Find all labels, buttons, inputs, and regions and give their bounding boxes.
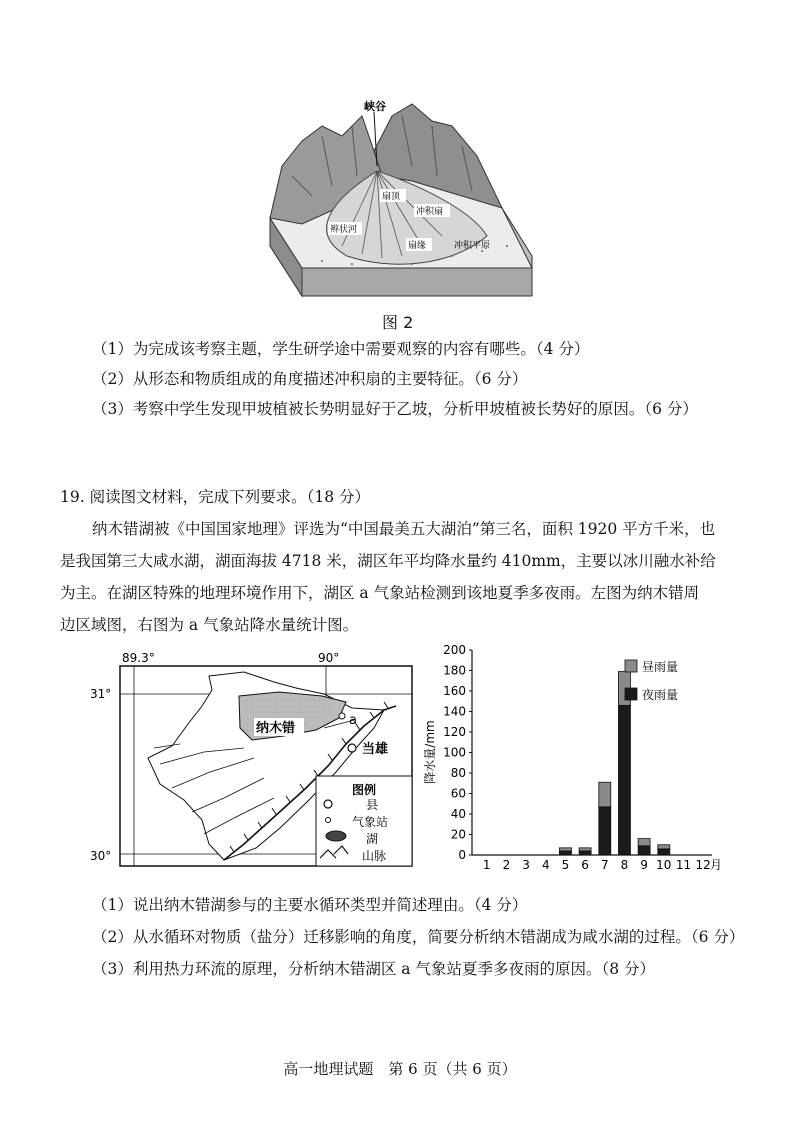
q19-para-line: 纳木错湖被《中国国家地理》评选为“中国最美五大湖泊”第三名，面积 1920 平方千米，也 (92, 520, 716, 538)
y-tick-label: 140 (443, 704, 466, 719)
namtso-region-map (84, 648, 420, 870)
bar-day-rain (658, 845, 670, 849)
x-tick-label: 4 (541, 858, 550, 872)
x-tick-label: 2 (502, 858, 511, 872)
x-tick-label: 12 (695, 858, 711, 872)
x-tick-label: 1 (482, 858, 491, 872)
county-marker (348, 744, 356, 752)
bar-day-rain (579, 848, 591, 851)
y-tick-label: 80 (450, 766, 466, 780)
q18-sub1: （1）为完成该考察主题，学生研学途中需要观察的内容有哪些。（4 分） (92, 340, 590, 358)
lat-label-2: 30° (90, 849, 112, 863)
x-tick-label: 10 (656, 858, 672, 872)
lake-name-label: 纳木错 (256, 721, 296, 736)
x-unit-label: 月 (710, 858, 723, 872)
legend-lake-label: 湖 (366, 832, 379, 846)
x-tick-label: 6 (581, 858, 589, 872)
bar-day-rain (638, 839, 650, 846)
q19-sub2: （2）从水循环对物质（盐分）迁移影响的角度，简要分析纳木错湖成为咸水湖的过程。（6 分） (92, 928, 745, 946)
y-tick-label: 120 (443, 725, 466, 739)
label-alluvial-plain: 冲积平原 (454, 241, 491, 251)
x-tick-label: 8 (620, 858, 629, 872)
label-alluvial-fan: 冲积扇 (416, 207, 444, 217)
legend-night-swatch (625, 688, 637, 700)
legend-night-label: 夜雨量 (642, 688, 679, 702)
x-tick-label: 3 (522, 858, 530, 872)
y-tick-label: 0 (458, 848, 466, 862)
county-label: 当雄 (362, 742, 389, 757)
y-tick-label: 60 (450, 786, 466, 801)
bar-night-rain (658, 849, 670, 855)
legend-station-label: 气象站 (352, 815, 389, 829)
bar-night-rain (618, 705, 630, 855)
page-footer: 高一地理试题 第 6 页（共 6 页） (283, 1060, 517, 1078)
lon-label-1: 89.3° (122, 651, 155, 665)
precipitation-chart (420, 640, 723, 880)
lat-label-1: 31° (90, 687, 112, 701)
legend-county-label: 县 (366, 798, 379, 812)
y-tick-label: 40 (450, 807, 466, 821)
x-tick-label: 5 (561, 858, 570, 872)
alluvial-fan-diagram (262, 96, 542, 306)
y-tick-label: 180 (443, 663, 466, 678)
legend-county-symbol (324, 800, 332, 808)
x-tick-label: 9 (640, 858, 648, 872)
bar-day-rain (599, 782, 611, 807)
q19-para-line: 为主。在湖区特殊的地理环境作用下，湖区 a 气象站检测到该地夏季多夜雨。左图为纳木错周 (60, 584, 700, 602)
legend-day-label: 昼雨量 (642, 660, 679, 674)
legend-lake-symbol (326, 831, 346, 841)
q18-sub2: （2）从形态和物质组成的角度描述冲积扇的主要特征。（6 分） (92, 370, 528, 388)
x-tick-label: 7 (600, 858, 609, 872)
y-tick-label: 200 (443, 643, 466, 657)
q18-sub3: （3）考察中学生发现甲坡植被长势明显好于乙坡，分析甲坡植被长势好的原因。（6 分） (92, 400, 698, 418)
legend-mountain-label: 山脉 (362, 849, 387, 863)
y-tick-label: 20 (450, 827, 466, 842)
legend-station-symbol (326, 818, 331, 823)
label-fan-edge: 扇缘 (408, 241, 427, 251)
y-tick-label: 160 (443, 684, 466, 698)
q19-sub1: （1）说出纳木错湖参与的主要水循环类型并简述理由。（4 分） (92, 896, 528, 914)
station-a-label: a (349, 713, 357, 728)
bar-night-rain (559, 851, 571, 855)
label-canyon: 峡谷 (364, 100, 386, 113)
bar-day-rain (559, 848, 571, 851)
y-axis-label: 降水量/mm (423, 720, 437, 784)
lon-label-2: 90° (318, 651, 340, 665)
bar-night-rain (579, 851, 591, 855)
q19-header: 19. 阅读图文材料，完成下列要求。（18 分） (60, 488, 370, 506)
figure2-caption: 图 2 (382, 313, 414, 332)
bar-night-rain (599, 807, 611, 855)
legend-title: 图例 (352, 783, 377, 797)
bar-night-rain (638, 846, 650, 855)
label-fan-top: 扇顶 (382, 192, 401, 202)
q19-para-line: 是我国第三大咸水湖，湖面海拔 4718 米，湖区年平均降水量约 410mm，主要以冰川融水补给 (60, 552, 716, 570)
station-a-marker (339, 713, 345, 719)
label-braided-river: 辫状河 (330, 225, 358, 235)
q19-para-line: 边区域图，右图为 a 气象站降水量统计图。 (60, 616, 359, 634)
q19-sub3: （3）利用热力环流的原理，分析纳木错湖区 a 气象站夏季多夜雨的原因。（8 分） (92, 960, 655, 978)
legend-day-swatch (625, 660, 637, 672)
y-tick-label: 100 (443, 745, 466, 760)
x-tick-label: 11 (675, 858, 692, 872)
